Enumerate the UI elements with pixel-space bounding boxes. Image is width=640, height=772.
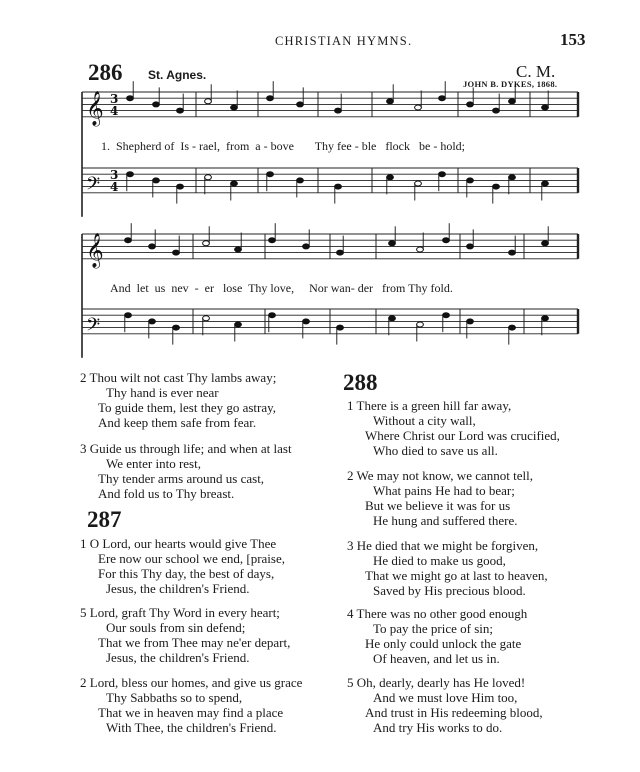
clef-glyph: 𝄢	[86, 174, 101, 199]
notehead	[493, 184, 500, 189]
stanza-line: Who died to save us all.	[373, 443, 498, 459]
notehead	[467, 244, 474, 249]
hymn-287-stanza-2	[80, 675, 302, 735]
stanza-line: Without a city wall,	[373, 413, 476, 429]
clef-glyph: 𝄞	[86, 233, 104, 268]
notehead	[205, 175, 212, 180]
stanza-line: He hung and suffered there.	[373, 513, 518, 529]
stanza-line: And try His works to do.	[373, 720, 503, 736]
notehead	[417, 322, 424, 327]
notehead	[389, 316, 396, 321]
notehead	[439, 96, 446, 101]
stanza-line: Thy hand is ever near	[106, 385, 219, 401]
page-number: 153	[560, 30, 586, 49]
stanza-line: 1 O Lord, our hearts would give Thee	[80, 536, 277, 551]
notehead	[493, 108, 500, 113]
stanza-line: Ere now our school we end, [praise,	[98, 551, 285, 567]
hymn-287-stanza-5	[80, 605, 290, 665]
time-signature: 3	[110, 168, 119, 182]
stanza-line: 2 We may not know, we cannot tell,	[347, 468, 533, 483]
notehead	[231, 181, 238, 186]
notehead	[542, 241, 549, 246]
notehead	[337, 325, 344, 330]
tune-name: St. Agnes.	[148, 68, 207, 82]
stanza-line: What pains He had to bear;	[373, 483, 515, 499]
notehead	[173, 250, 180, 255]
notehead	[415, 105, 422, 110]
stanza-line: Saved by His precious blood.	[373, 583, 526, 599]
hymn-288-stanza-4	[347, 606, 527, 666]
stanza-line: 4 There was no other good enough	[347, 606, 528, 621]
notehead	[542, 181, 549, 186]
notehead	[337, 250, 344, 255]
notehead	[439, 172, 446, 177]
stanza-line: With Thee, the children's Friend.	[106, 720, 277, 736]
notehead	[335, 108, 342, 113]
stanza-line: That we from Thee may ne'er depart,	[98, 635, 291, 651]
notehead	[303, 319, 310, 324]
notehead	[297, 178, 304, 183]
stanza-line: Jesus, the children's Friend.	[106, 650, 250, 666]
notehead	[173, 325, 180, 330]
stanza-line: Of heaven, and let us in.	[373, 651, 500, 667]
hymn-287-stanza-1	[80, 536, 285, 596]
notehead	[153, 178, 160, 183]
notehead	[177, 184, 184, 189]
hymn-286-stanza-2	[80, 370, 276, 430]
notehead	[509, 250, 516, 255]
stanza-line: 1 There is a green hill far away,	[347, 398, 512, 413]
clef-glyph: 𝄢	[86, 315, 101, 340]
composer: JOHN B. DYKES, 1868.	[463, 79, 558, 89]
notehead	[387, 175, 394, 180]
notehead	[153, 102, 160, 107]
notehead	[542, 105, 549, 110]
stanza-line: To guide them, lest they go astray,	[98, 400, 277, 416]
stanza-line: And fold us to Thy breast.	[98, 486, 235, 502]
notehead	[542, 316, 549, 321]
notehead	[235, 247, 242, 252]
stanza-line: And keep them safe from fear.	[98, 415, 257, 431]
stanza-line: 2 Lord, bless our homes, and give us grace	[80, 675, 303, 690]
music-lyrics-line-1: 1. Shepherd of Is - rael, from a - bove Thy fee - ble flock be - hold;	[101, 139, 466, 153]
stanza-line: He died to make us good,	[373, 553, 506, 569]
notehead	[415, 181, 422, 186]
stanza-line: Jesus, the children's Friend.	[106, 581, 250, 597]
notehead	[269, 313, 276, 318]
stanza-line: We enter into rest,	[106, 456, 201, 472]
notehead	[125, 238, 132, 243]
stanza-line: To pay the price of sin;	[373, 621, 494, 637]
stanza-line: For this Thy day, the best of days,	[98, 566, 275, 582]
notehead	[125, 313, 132, 318]
stanza-line: Thy tender arms around us cast,	[98, 471, 265, 487]
hymn-287-number: 287	[87, 507, 122, 532]
notehead	[297, 102, 304, 107]
stanza-line: That we in heaven may find a place	[98, 705, 284, 721]
notehead	[127, 96, 134, 101]
notehead	[231, 105, 238, 110]
notehead	[443, 238, 450, 243]
notehead	[177, 108, 184, 113]
hymn-288-stanza-2	[347, 468, 533, 528]
stanza-line: But we believe it was for us	[365, 498, 511, 514]
hymn-288-stanza-3	[347, 538, 548, 598]
music-lyrics-line-2: And let us nev - er lose Thy love, Nor wan- der from Thy fold.	[110, 281, 453, 295]
notehead	[417, 247, 424, 252]
notehead	[467, 102, 474, 107]
hymn-288-stanza-1	[347, 398, 560, 458]
notehead	[389, 241, 396, 246]
stanza-line: He only could unlock the gate	[365, 636, 522, 652]
stanza-line: Our souls from sin defend;	[106, 620, 246, 636]
stanza-line: Thy Sabbaths so to spend,	[106, 690, 243, 706]
notehead	[443, 313, 450, 318]
notehead	[387, 99, 394, 104]
notehead	[267, 172, 274, 177]
hymn-286-number: 286	[88, 60, 123, 85]
notehead	[335, 184, 342, 189]
hymn-286-stanza-3	[80, 441, 292, 501]
stanza-line: 3 He died that we might be forgiven,	[347, 538, 539, 553]
stanza-line: 5 Oh, dearly, dearly has He loved!	[347, 675, 526, 690]
notehead	[509, 325, 516, 330]
clef-glyph: 𝄞	[86, 91, 104, 126]
notehead	[303, 244, 310, 249]
stanza-line: And we must love Him too,	[373, 690, 518, 706]
notehead	[149, 319, 156, 324]
notehead	[467, 178, 474, 183]
time-signature: 3	[110, 92, 119, 106]
notehead	[127, 172, 134, 177]
stanza-line: That we might go at last to heaven,	[365, 568, 548, 584]
notehead	[269, 238, 276, 243]
hymn-288-number: 288	[343, 370, 378, 395]
stanza-line: And trust in His redeeming blood,	[365, 705, 543, 721]
stanza-line: 3 Guide us through life; and when at last	[80, 441, 292, 456]
notehead	[203, 241, 210, 246]
time-signature: 4	[110, 180, 119, 194]
stanza-line: Where Christ our Lord was crucified,	[365, 428, 560, 444]
notehead	[467, 319, 474, 324]
notehead	[205, 99, 212, 104]
notehead	[509, 175, 516, 180]
notehead	[509, 99, 516, 104]
notehead	[235, 322, 242, 327]
notehead	[267, 96, 274, 101]
running-title: CHRISTIAN HYMNS.	[275, 34, 413, 48]
notehead	[149, 244, 156, 249]
notehead	[203, 316, 210, 321]
hymn-288-stanza-5	[347, 675, 543, 735]
stanza-line: 2 Thou wilt not cast Thy lambs away;	[80, 370, 277, 385]
stanza-line: 5 Lord, graft Thy Word in every heart;	[80, 605, 280, 620]
time-signature: 4	[110, 104, 119, 118]
meter: C. M.	[516, 62, 556, 81]
